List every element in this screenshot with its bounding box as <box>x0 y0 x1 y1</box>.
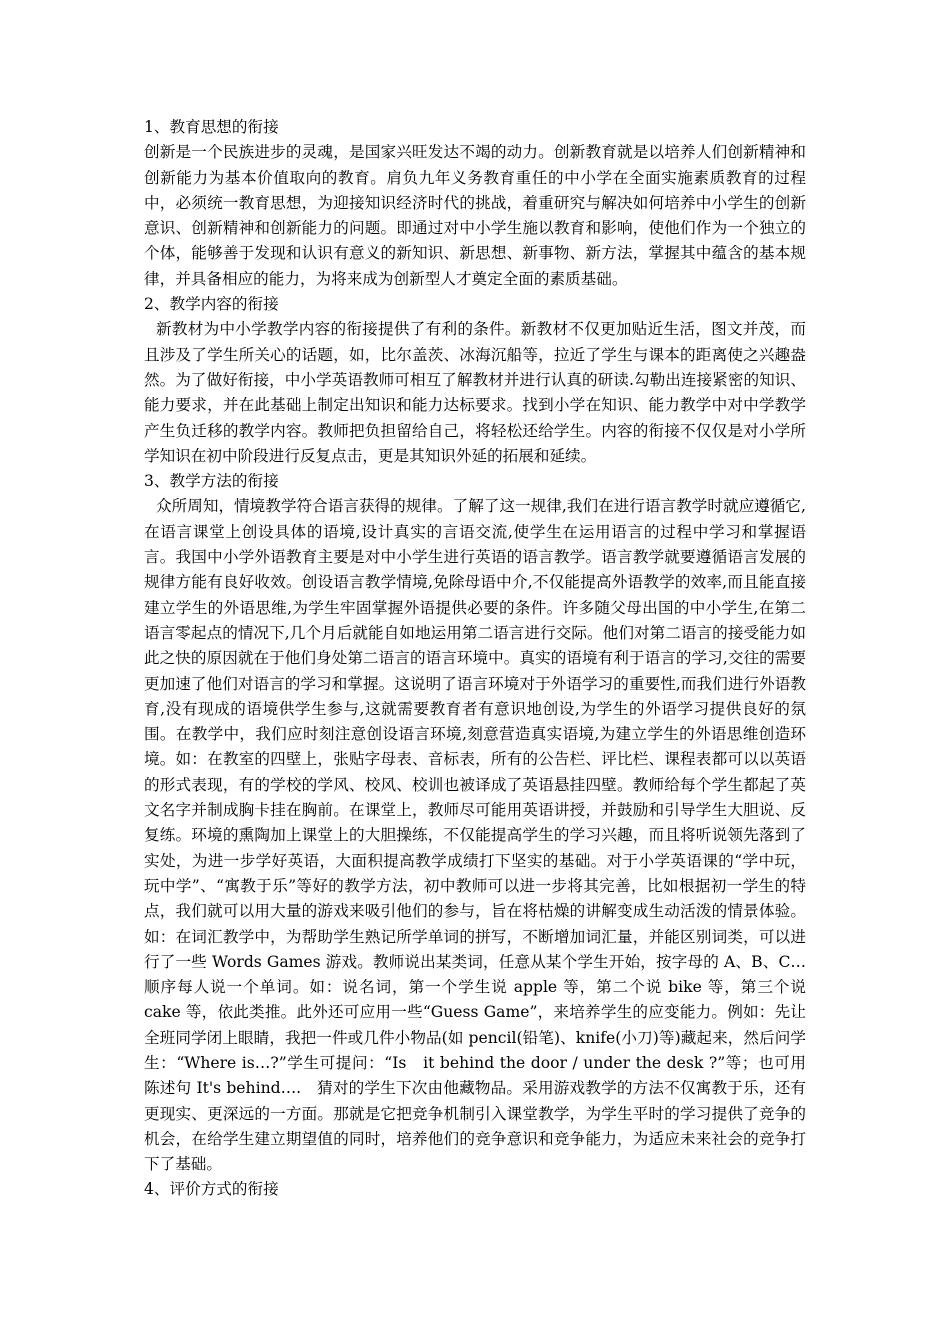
section-heading-1: 1、教育思想的衔接 <box>144 118 279 136</box>
section-heading-3: 3、教学方法的衔接 <box>144 472 279 491</box>
section-paragraph-1: 创新是一个民族进步的灵魂，是国家兴旺发达不竭的动力。创新教育就是以培养人们创新精神和创新能力为基本价值取向的教育。肩负九年义务教育重任的中小学在全面实施素质教育的过程中，必须统一教育思想，为迎接知识经济时代的挑战，着重研究与解决如何培养中小学生的创新意识、创新精神和创新能力的问题。即通过对中小学生施以教育和影响，使他们作为一个独立的个体，能够善于发现和认识有意义的新知识、新思想、新事物、新方法，掌握其中蕴含的基本规律，并具备相应的能力，为将来成为创新型人才奠定全面的素质基础。 <box>144 143 806 288</box>
section-heading-4: 4、评价方式的衔接 <box>144 1180 279 1199</box>
section-heading-2: 2、教学内容的衔接 <box>144 295 279 314</box>
section-paragraph-2: 新教材为中小学教学内容的衔接提供了有利的条件。新教材不仅更加贴近生活，图文并茂，而且涉及了学生所关心的话题，如，比尔盖茨、冰海沉船等，拉近了学生与课本的距离使之兴趣盎然。为了做好衔接，中小学英语教师可相互了解教材并进行认真的研读.勾勒出连接紧密的知识、能力要求，并在此基础上制定出知识和能力达标要求。找到小学在知识、能力教学中对中学教学产生负迁移的教学内容。教师把负担留给自己，将轻松还给学生。内容的衔接不仅仅是对小学所学知识在初中阶段进行反复点击，更是其知识外延的拓展和延续。 <box>144 320 806 465</box>
section-paragraph-3: 众所周知，情境教学符合语言获得的规律。了解了这一规律,我们在进行语言教学时就应遵循它,在语言课堂上创设具体的语境,设计真实的言语交流,使学生在运用语言的过程中学习和掌握语言。我国中小学外语教育主要是对中小学生进行英语的语言教学。语言教学就要遵循语言发展的规律方能有良好收效。创设语言教学情境,免除母语中介,不仅能提高外语教学的效率,而且能直接建立学生的外语思维,为学生牢固掌握外语提供必要的条件。许多随父母出国的中小学生,在第二语言零起点的情况下,几个月后就能自如地运用第二语言进行交际。他们对第二语言的接受能力如此之快的原因就在于他们身处第二语言的语言环境中。真实的语境有利于语言的学习,交往的需要更加速了他们对语言的学习和掌握。这说明了语言环境对于外语学习的重要性,而我们进行外语教育,没有现成的语境供学生参与,这就需要教育者有意识地创设,为学生的外语学习提供良好的氛围。在教学中，我们应时刻注意创设语言环境,刻意营造真实语境,为建立学生的外语思维创造环境。如：在教室的四壁上，张贴字母表、音标表，所有的公告栏、评比栏、课程表都可以以英语的形式表现，有的学校的学风、校风、校训也被译成了英语悬挂四壁。教师给每个学生都起了英文名字并制成胸卡挂在胸前。在课堂上，教师尽可能用英语讲授，并鼓励和引导学生大胆说、反复练。环境的熏陶加上课堂上的大胆操练，不仅能提高学生的学习兴趣，而且将听说领先落到了实处，为进一步学好英语，大面积提高教学成绩打下坚实的基础。对于小学英语课的“学中玩，玩中学”、“寓教于乐”等好的教学方法，初中教师可以进一步将其完善，比如根据初一学生的特点，我们就可以用大量的游戏来吸引他们的参与，旨在将枯燥的讲解变成生动活泼的情景体验。如：在词汇教学中，为帮助学生熟记所学单词的拼写，不断增加词汇量，并能区别词类，可以进行了一些 Words Games 游戏。教师说出某类词，任意从某个学生开始，按字母的 A、B、C…顺序每人说一个单词。如：说名词，第一个学生说 apple 等，第二个说 bike 等，第三个说 cake 等，依此类推。此外还可应用一些“Guess Game”，来培养学生的应变能力。例如：先让全班同学闭上眼睛，我把一件或几件小物品(如 pencil(铅笔)、knife(小刀)等)藏起来，然后问学生：“Where is…?”学生可提问：“Is it behind the door / under the desk ?”等；也可用陈述句 It's behind…. 猜对的学生下次由他藏物品。采用游戏教学的方法不仅寓教于乐，还有更现实、更深远的一方面。那就是它把竞争机制引入课堂教学，为学生平时的学习提供了竞争的机会，在给学生建立期望值的同时，培养他们的竞争意识和竞争能力，为适应未来社会的竞争打下了基础。 <box>144 497 806 1174</box>
